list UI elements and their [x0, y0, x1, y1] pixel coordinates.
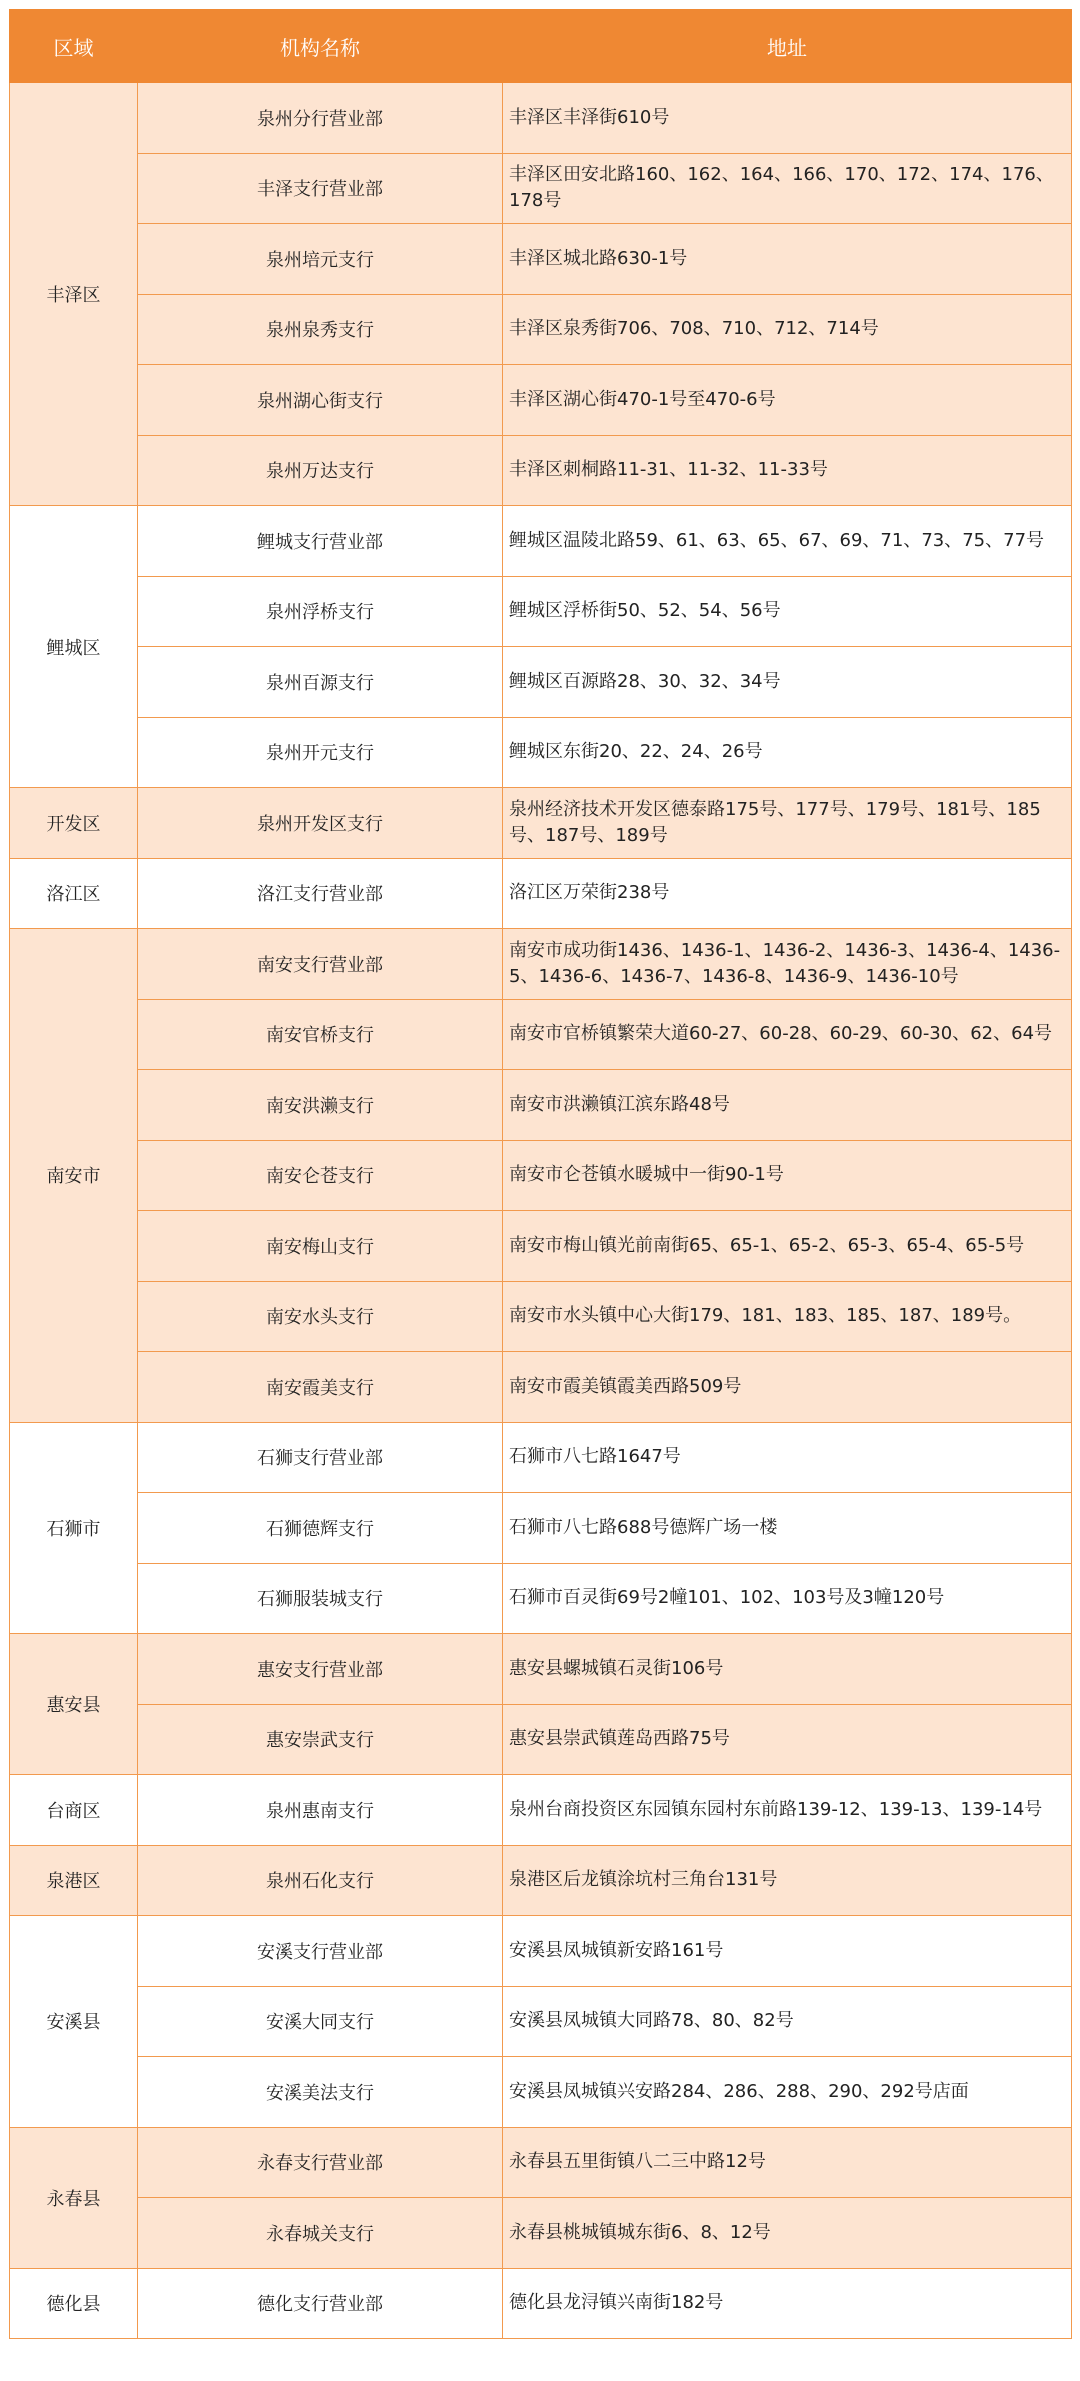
- address-cell: 石狮市八七路1647号: [503, 1422, 1072, 1493]
- branch-name-cell: 洛江支行营业部: [138, 858, 503, 929]
- header-region: 区域: [10, 10, 138, 83]
- address-cell: 鲤城区百源路28、30、32、34号: [503, 647, 1072, 718]
- region-cell: 台商区: [10, 1775, 138, 1846]
- table-header-row: [10, 10, 1072, 83]
- address-cell: 南安市洪濑镇江滨东路48号: [503, 1070, 1072, 1141]
- region-cell: 永春县: [10, 2127, 138, 2268]
- address-cell: 丰泽区刺桐路11-31、11-32、11-33号: [503, 435, 1072, 506]
- branch-name-cell: 泉州百源支行: [138, 647, 503, 718]
- table-row: [10, 2268, 1072, 2339]
- address-cell: 永春县桃城镇城东街6、8、12号: [503, 2198, 1072, 2269]
- table-row: [10, 1704, 1072, 1775]
- address-cell: 洛江区万荣街238号: [503, 858, 1072, 929]
- address-cell: 丰泽区城北路630-1号: [503, 224, 1072, 295]
- address-cell: 丰泽区田安北路160、162、164、166、170、172、174、176、178号: [503, 153, 1072, 224]
- address-cell: 南安市官桥镇繁荣大道60-27、60-28、60-29、60-30、62、64号: [503, 999, 1072, 1070]
- table-row: [10, 576, 1072, 647]
- branch-name-cell: 泉州培元支行: [138, 224, 503, 295]
- branch-name-cell: 南安官桥支行: [138, 999, 503, 1070]
- region-cell: 鲤城区: [10, 506, 138, 788]
- branch-name-cell: 德化支行营业部: [138, 2268, 503, 2339]
- branch-name-cell: 泉州浮桥支行: [138, 576, 503, 647]
- address-cell: 丰泽区泉秀街706、708、710、712、714号: [503, 294, 1072, 365]
- branch-name-cell: 惠安崇武支行: [138, 1704, 503, 1775]
- table-row: [10, 1634, 1072, 1705]
- table-row: [10, 1281, 1072, 1352]
- branch-name-cell: 安溪美法支行: [138, 2057, 503, 2128]
- table-row: [10, 1211, 1072, 1282]
- table-row: [10, 858, 1072, 929]
- address-cell: 惠安县螺城镇石灵街106号: [503, 1634, 1072, 1705]
- table-row: [10, 1775, 1072, 1846]
- table-row: [10, 435, 1072, 506]
- table-row: [10, 224, 1072, 295]
- address-cell: 安溪县凤城镇兴安路284、286、288、290、292号店面: [503, 2057, 1072, 2128]
- address-cell: 安溪县凤城镇新安路161号: [503, 1916, 1072, 1987]
- table-row: [10, 365, 1072, 436]
- table-row: [10, 929, 1072, 1000]
- branch-name-cell: 泉州开发区支行: [138, 788, 503, 859]
- region-cell: 开发区: [10, 788, 138, 859]
- table-row: [10, 1986, 1072, 2057]
- table-row: [10, 1422, 1072, 1493]
- region-cell: 德化县: [10, 2268, 138, 2339]
- table-row: [10, 1140, 1072, 1211]
- branch-name-cell: 泉州分行营业部: [138, 83, 503, 154]
- address-cell: 丰泽区丰泽街610号: [503, 83, 1072, 154]
- address-cell: 泉州经济技术开发区德泰路175号、177号、179号、181号、185号、187号、189号: [503, 788, 1072, 859]
- branch-name-cell: 南安梅山支行: [138, 1211, 503, 1282]
- table-row: [10, 294, 1072, 365]
- address-cell: 惠安县崇武镇莲岛西路75号: [503, 1704, 1072, 1775]
- region-cell: 惠安县: [10, 1634, 138, 1775]
- address-cell: 鲤城区温陵北路59、61、63、65、67、69、71、73、75、77号: [503, 506, 1072, 577]
- branch-name-cell: 石狮德辉支行: [138, 1493, 503, 1564]
- branch-name-cell: 丰泽支行营业部: [138, 153, 503, 224]
- header-name: 机构名称: [138, 10, 503, 83]
- header-address: 地址: [503, 10, 1072, 83]
- branch-name-cell: 鲤城支行营业部: [138, 506, 503, 577]
- branch-name-cell: 永春支行营业部: [138, 2127, 503, 2198]
- table-row: [10, 999, 1072, 1070]
- table-row: [10, 1352, 1072, 1423]
- branch-name-cell: 南安支行营业部: [138, 929, 503, 1000]
- address-cell: 丰泽区湖心街470-1号至470-6号: [503, 365, 1072, 436]
- table-row: [10, 2127, 1072, 2198]
- branch-table-container: [9, 9, 1071, 2339]
- branch-name-cell: 泉州开元支行: [138, 717, 503, 788]
- branch-name-cell: 泉州湖心街支行: [138, 365, 503, 436]
- address-cell: 德化县龙浔镇兴南街182号: [503, 2268, 1072, 2339]
- region-cell: 安溪县: [10, 1916, 138, 2128]
- address-cell: 永春县五里街镇八二三中路12号: [503, 2127, 1072, 2198]
- branch-name-cell: 南安水头支行: [138, 1281, 503, 1352]
- branch-name-cell: 南安仑苍支行: [138, 1140, 503, 1211]
- branch-name-cell: 安溪大同支行: [138, 1986, 503, 2057]
- branch-name-cell: 泉州泉秀支行: [138, 294, 503, 365]
- table-row: [10, 1493, 1072, 1564]
- branch-name-cell: 石狮支行营业部: [138, 1422, 503, 1493]
- branch-name-cell: 泉州惠南支行: [138, 1775, 503, 1846]
- address-cell: 南安市霞美镇霞美西路509号: [503, 1352, 1072, 1423]
- branch-name-cell: 安溪支行营业部: [138, 1916, 503, 1987]
- branch-name-cell: 泉州万达支行: [138, 435, 503, 506]
- branch-name-cell: 南安霞美支行: [138, 1352, 503, 1423]
- address-cell: 鲤城区东街20、22、24、26号: [503, 717, 1072, 788]
- address-cell: 石狮市百灵街69号2幢101、102、103号及3幢120号: [503, 1563, 1072, 1634]
- branch-name-cell: 泉州石化支行: [138, 1845, 503, 1916]
- address-cell: 南安市成功街1436、1436-1、1436-2、1436-3、1436-4、1436-5、1436-6、1436-7、1436-8、1436-9、1436-10号: [503, 929, 1072, 1000]
- address-cell: 泉州台商投资区东园镇东园村东前路139-12、139-13、139-14号: [503, 1775, 1072, 1846]
- address-cell: 石狮市八七路688号德辉广场一楼: [503, 1493, 1072, 1564]
- branch-name-cell: 南安洪濑支行: [138, 1070, 503, 1141]
- table-row: [10, 83, 1072, 154]
- table-row: [10, 153, 1072, 224]
- table-row: [10, 506, 1072, 577]
- table-row: [10, 647, 1072, 718]
- table-row: [10, 788, 1072, 859]
- table-row: [10, 717, 1072, 788]
- table-row: [10, 1845, 1072, 1916]
- address-cell: 南安市梅山镇光前南街65、65-1、65-2、65-3、65-4、65-5号: [503, 1211, 1072, 1282]
- branch-name-cell: 石狮服装城支行: [138, 1563, 503, 1634]
- address-cell: 南安市水头镇中心大街179、181、183、185、187、189号。: [503, 1281, 1072, 1352]
- table-body: [10, 83, 1072, 2339]
- table-row: [10, 1916, 1072, 1987]
- region-cell: 泉港区: [10, 1845, 138, 1916]
- branch-name-cell: 永春城关支行: [138, 2198, 503, 2269]
- address-cell: 安溪县凤城镇大同路78、80、82号: [503, 1986, 1072, 2057]
- address-cell: 鲤城区浮桥街50、52、54、56号: [503, 576, 1072, 647]
- address-cell: 泉港区后龙镇涂坑村三角台131号: [503, 1845, 1072, 1916]
- address-cell: 南安市仑苍镇水暖城中一街90-1号: [503, 1140, 1072, 1211]
- table-row: [10, 1563, 1072, 1634]
- region-cell: 丰泽区: [10, 83, 138, 506]
- region-cell: 石狮市: [10, 1422, 138, 1634]
- table-row: [10, 2057, 1072, 2128]
- region-cell: 南安市: [10, 929, 138, 1423]
- table-row: [10, 1070, 1072, 1141]
- branch-table: [9, 9, 1072, 2339]
- branch-name-cell: 惠安支行营业部: [138, 1634, 503, 1705]
- table-row: [10, 2198, 1072, 2269]
- region-cell: 洛江区: [10, 858, 138, 929]
